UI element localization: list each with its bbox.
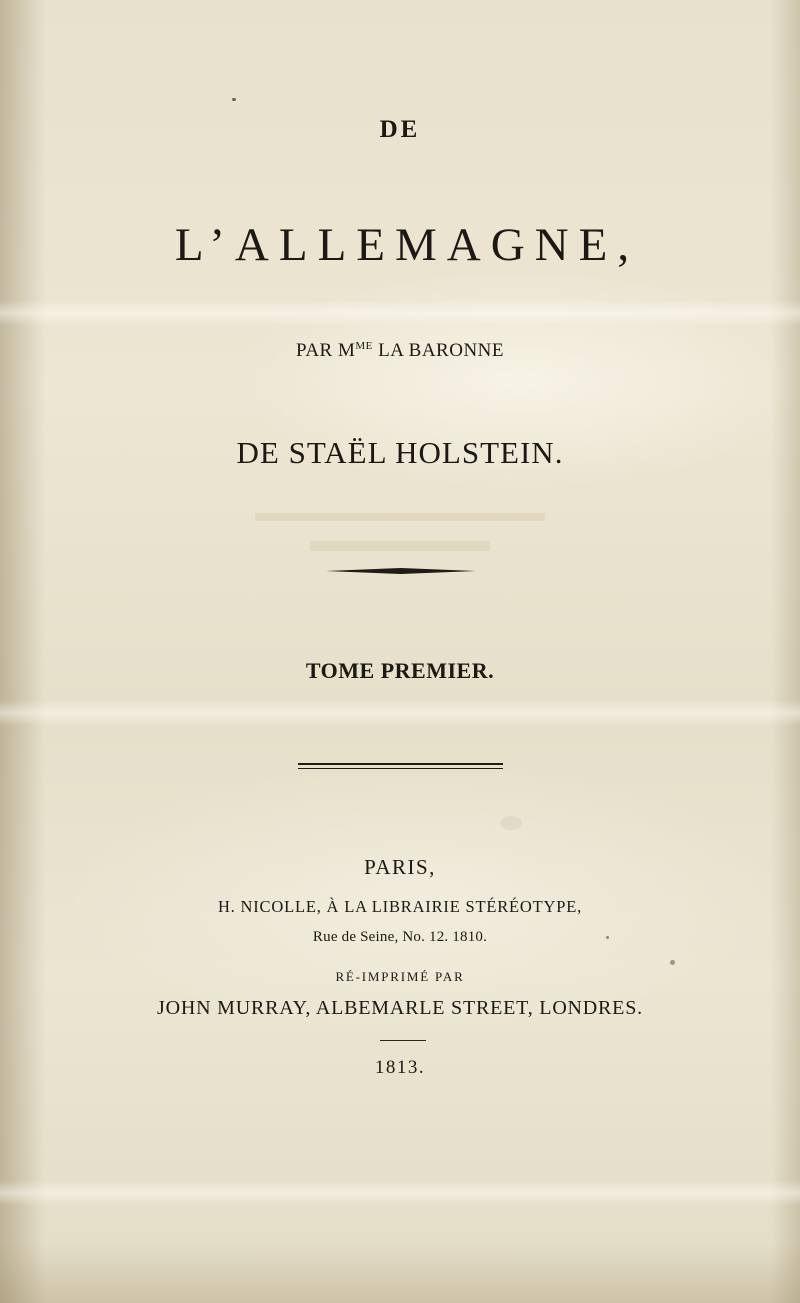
short-rule <box>380 1040 426 1041</box>
tapered-ornament-rule <box>326 568 476 574</box>
title-line-de: DE <box>379 116 421 143</box>
paper-speck <box>606 936 609 939</box>
paper-edge-shadow-left <box>0 0 46 1303</box>
imprint-address: Rue de Seine, No. 12. 1810. <box>312 929 488 945</box>
imprint-printer: H. NICOLLE, À LA LIBRAIRIE STÉRÉOTYPE, <box>217 897 583 916</box>
byline-superscript: ME <box>355 340 373 352</box>
bleed-through-ghost <box>0 498 800 524</box>
paper-wave-highlight <box>0 1180 800 1206</box>
paper-edge-shadow-bottom <box>0 1243 800 1303</box>
paper-wave-highlight <box>0 300 800 326</box>
publisher-line: JOHN MURRAY, ALBEMARLE STREET, LONDRES. <box>157 997 643 1019</box>
imprint-city: PARIS, <box>364 855 436 879</box>
double-rule <box>298 763 503 769</box>
author-name: DE STAËL HOLSTEIN. <box>236 435 564 470</box>
byline <box>0 340 800 362</box>
reprint-label: RÉ-IMPRIMÉ PAR <box>335 969 465 984</box>
volume-label: TOME PREMIER. <box>305 658 495 683</box>
paper-speck <box>232 98 236 101</box>
book-title: L’ALLEMAGNE, <box>174 219 640 271</box>
paper-wave-highlight <box>0 700 800 726</box>
byline-par: PAR M <box>296 340 356 361</box>
publication-year: 1813. <box>374 1057 426 1078</box>
paper-edge-shadow-right <box>770 0 800 1303</box>
bleed-through-ghost <box>0 538 800 556</box>
paper-stain <box>500 816 522 830</box>
byline-rest: LA BARONNE <box>372 340 504 361</box>
paper-speck <box>670 960 675 965</box>
